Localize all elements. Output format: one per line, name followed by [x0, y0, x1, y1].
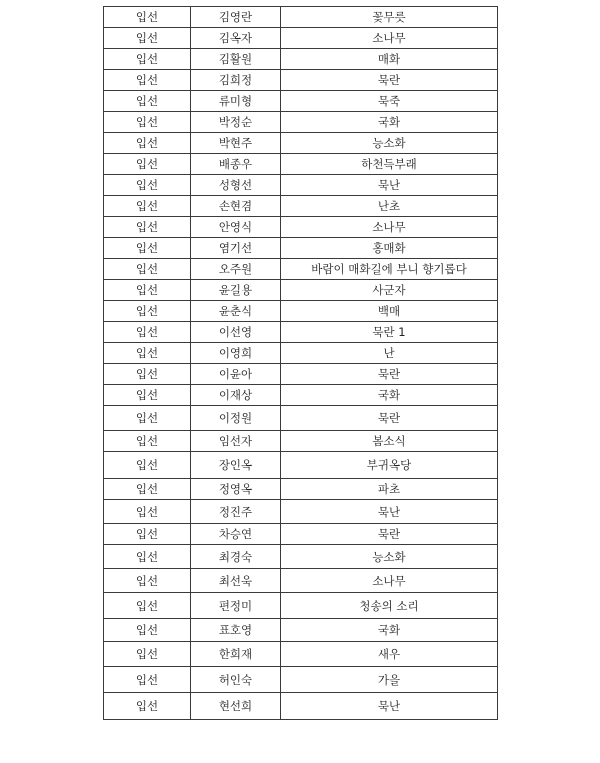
award-cell: 입선 [104, 322, 191, 343]
name-cell: 오주원 [191, 259, 281, 280]
table-row [104, 406, 498, 431]
award-cell: 입선 [104, 593, 191, 619]
table-row [104, 693, 498, 720]
table-row [104, 112, 498, 133]
name-cell: 김활원 [191, 49, 281, 70]
title-cell: 하천득부래 [281, 154, 498, 175]
table-row [104, 217, 498, 238]
name-cell: 박현주 [191, 133, 281, 154]
award-results-table-body [104, 7, 498, 720]
award-cell: 입선 [104, 431, 191, 452]
name-cell: 윤길용 [191, 280, 281, 301]
table-row [104, 642, 498, 667]
table-row [104, 175, 498, 196]
table-row [104, 7, 498, 28]
name-cell: 표호영 [191, 619, 281, 642]
name-cell: 장인옥 [191, 452, 281, 479]
name-cell: 최경숙 [191, 545, 281, 569]
award-cell: 입선 [104, 406, 191, 431]
title-cell: 사군자 [281, 280, 498, 301]
name-cell: 편정미 [191, 593, 281, 619]
name-cell: 염기선 [191, 238, 281, 259]
award-cell: 입선 [104, 217, 191, 238]
name-cell: 안영식 [191, 217, 281, 238]
table-row [104, 259, 498, 280]
name-cell: 한희재 [191, 642, 281, 667]
award-cell: 입선 [104, 569, 191, 593]
title-cell: 청송의 소리 [281, 593, 498, 619]
name-cell: 류미형 [191, 91, 281, 112]
award-cell: 입선 [104, 175, 191, 196]
title-cell: 꽃무릇 [281, 7, 498, 28]
table-row [104, 364, 498, 385]
name-cell: 손현겸 [191, 196, 281, 217]
title-cell: 난 [281, 343, 498, 364]
name-cell: 윤춘식 [191, 301, 281, 322]
award-cell: 입선 [104, 500, 191, 524]
table-row [104, 196, 498, 217]
award-cell: 입선 [104, 545, 191, 569]
title-cell: 능소화 [281, 545, 498, 569]
award-cell: 입선 [104, 133, 191, 154]
table-row [104, 500, 498, 524]
award-results-table [103, 6, 498, 720]
title-cell: 가을 [281, 667, 498, 693]
title-cell: 백매 [281, 301, 498, 322]
title-cell: 국화 [281, 112, 498, 133]
title-cell: 묵란 [281, 364, 498, 385]
table-row [104, 28, 498, 49]
award-cell: 입선 [104, 524, 191, 545]
table-row [104, 619, 498, 642]
name-cell: 최선욱 [191, 569, 281, 593]
name-cell: 현선희 [191, 693, 281, 720]
name-cell: 정진주 [191, 500, 281, 524]
table-row [104, 238, 498, 259]
table-row [104, 49, 498, 70]
table-row [104, 524, 498, 545]
name-cell: 허인숙 [191, 667, 281, 693]
award-cell: 입선 [104, 479, 191, 500]
name-cell: 성형선 [191, 175, 281, 196]
table-row [104, 280, 498, 301]
title-cell: 파초 [281, 479, 498, 500]
award-cell: 입선 [104, 642, 191, 667]
name-cell: 이윤아 [191, 364, 281, 385]
award-cell: 입선 [104, 154, 191, 175]
title-cell: 매화 [281, 49, 498, 70]
title-cell: 묵난 [281, 693, 498, 720]
table-row [104, 322, 498, 343]
name-cell: 박정순 [191, 112, 281, 133]
award-cell: 입선 [104, 667, 191, 693]
table-row [104, 301, 498, 322]
name-cell: 김희정 [191, 70, 281, 91]
table-row [104, 385, 498, 406]
table-row [104, 343, 498, 364]
title-cell: 묵란 [281, 406, 498, 431]
award-cell: 입선 [104, 112, 191, 133]
award-cell: 입선 [104, 238, 191, 259]
title-cell: 국화 [281, 385, 498, 406]
award-cell: 입선 [104, 301, 191, 322]
title-cell: 홍매화 [281, 238, 498, 259]
name-cell: 이재상 [191, 385, 281, 406]
name-cell: 임선자 [191, 431, 281, 452]
title-cell: 소나무 [281, 217, 498, 238]
award-cell: 입선 [104, 364, 191, 385]
award-cell: 입선 [104, 385, 191, 406]
title-cell: 소나무 [281, 569, 498, 593]
title-cell: 능소화 [281, 133, 498, 154]
title-cell: 묵난 [281, 500, 498, 524]
award-cell: 입선 [104, 196, 191, 217]
table-row [104, 545, 498, 569]
name-cell: 김옥자 [191, 28, 281, 49]
table-row [104, 431, 498, 452]
award-cell: 입선 [104, 49, 191, 70]
award-cell: 입선 [104, 619, 191, 642]
name-cell: 이정원 [191, 406, 281, 431]
name-cell: 김영란 [191, 7, 281, 28]
award-cell: 입선 [104, 91, 191, 112]
name-cell: 이영희 [191, 343, 281, 364]
award-cell: 입선 [104, 693, 191, 720]
table-row [104, 70, 498, 91]
title-cell: 국화 [281, 619, 498, 642]
table-row [104, 593, 498, 619]
title-cell: 바람이 매화길에 부니 향기롭다 [281, 259, 498, 280]
title-cell: 묵란 [281, 524, 498, 545]
title-cell: 새우 [281, 642, 498, 667]
title-cell: 난초 [281, 196, 498, 217]
name-cell: 배종우 [191, 154, 281, 175]
title-cell: 묵란 [281, 70, 498, 91]
table-row [104, 133, 498, 154]
title-cell: 묵난 [281, 175, 498, 196]
name-cell: 정영옥 [191, 479, 281, 500]
award-cell: 입선 [104, 259, 191, 280]
award-cell: 입선 [104, 452, 191, 479]
award-cell: 입선 [104, 7, 191, 28]
table-row [104, 569, 498, 593]
title-cell: 부귀옥당 [281, 452, 498, 479]
table-row [104, 91, 498, 112]
name-cell: 차승연 [191, 524, 281, 545]
table-row [104, 479, 498, 500]
award-cell: 입선 [104, 70, 191, 91]
award-cell: 입선 [104, 28, 191, 49]
award-cell: 입선 [104, 343, 191, 364]
table-row [104, 452, 498, 479]
title-cell: 묵란 1 [281, 322, 498, 343]
title-cell: 봄소식 [281, 431, 498, 452]
table-row [104, 667, 498, 693]
title-cell: 묵죽 [281, 91, 498, 112]
title-cell: 소나무 [281, 28, 498, 49]
name-cell: 이선영 [191, 322, 281, 343]
table-row [104, 154, 498, 175]
award-cell: 입선 [104, 280, 191, 301]
